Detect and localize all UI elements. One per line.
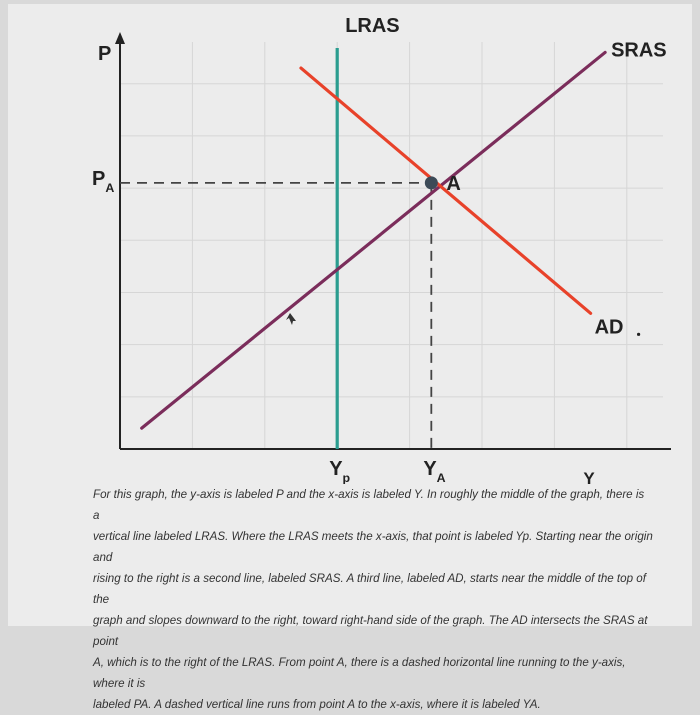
ad-label: AD xyxy=(594,316,624,339)
y-axis-label: P xyxy=(98,43,112,65)
description-line: vertical line labeled LRAS. Where the LRAS meets the x-axis, that point is labeled Yp. Starting near the origin and xyxy=(93,530,653,564)
cursor-icon xyxy=(286,313,296,325)
yp-tick-label: $Y_p$ xyxy=(329,458,351,484)
as-ad-chart xyxy=(8,4,692,484)
description-line: graph and slopes downward to the right, toward right-hand side of the graph. The AD intersects the SRAS at point xyxy=(93,614,648,648)
pa-tick-label: $P_A$ xyxy=(92,167,115,195)
ya-tick-label: $Y_A$ xyxy=(423,458,446,484)
y-axis-arrow xyxy=(115,32,125,44)
description-line: A, which is to the right of the LRAS. From point A, there is a dashed horizontal line running to the y-axis, where it is xyxy=(93,656,626,690)
graph-description xyxy=(93,484,653,715)
equilibrium-point-a xyxy=(425,176,438,189)
ad-label-dot xyxy=(637,333,640,336)
lras-label: LRAS xyxy=(345,15,400,37)
x-axis-label: Y xyxy=(583,469,595,484)
content-card xyxy=(8,4,692,711)
sras-label: SRAS xyxy=(611,39,667,62)
description-line: For this graph, the y-axis is labeled P and the x-axis is labeled Y. In roughly the middle of the graph, there is a xyxy=(93,488,645,522)
description-line: labeled PA. A dashed vertical line runs from point A to the x-axis, where it is labeled YA. xyxy=(93,698,541,711)
point-a-label: A xyxy=(446,172,461,195)
description-line: rising to the right is a second line, labeled SRAS. A third line, labeled AD, starts near the middle of the top of the xyxy=(93,572,646,606)
